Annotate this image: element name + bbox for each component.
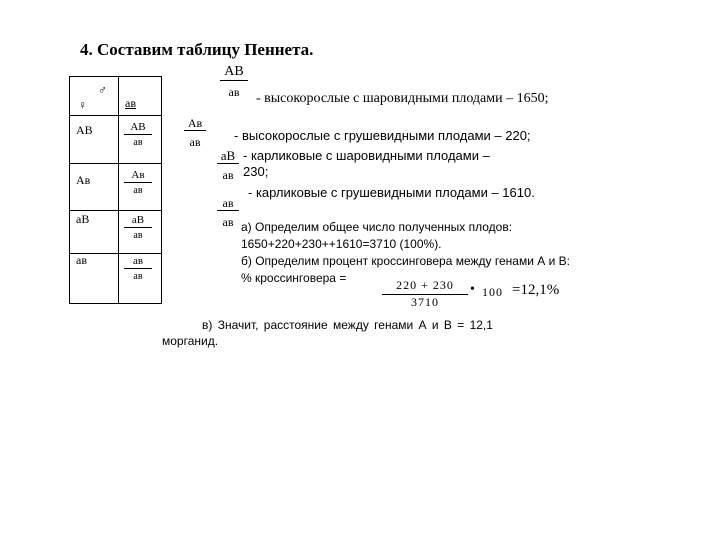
table-row <box>70 253 161 303</box>
genotype-description-3-line1: - карликовые с шаровидными плодами – <box>243 148 490 163</box>
page-title: 4. Составим таблицу Пеннета. <box>80 40 314 59</box>
row-genotype: ав ав <box>124 255 152 284</box>
genotype-fraction-4: ав ав <box>217 196 239 233</box>
step-b-line1: б) Определим процент кроссинговера между генами А и В: <box>241 254 570 268</box>
table-row <box>70 115 161 164</box>
step-a-line1: а) Определим общее число полученных плодов: <box>241 220 513 234</box>
female-symbol: ♀ <box>78 98 87 112</box>
genotype-description-2: - высокорослые с грушевидными плодами – 220; <box>234 128 531 143</box>
genotype-fraction-3: аВ ав <box>217 148 239 186</box>
multiply-dot: • <box>470 282 475 297</box>
step-b-line2: % кроссинговера = <box>241 271 347 285</box>
genotype-description-4: - карликовые с грушевидными плодами – 1610. <box>248 185 535 200</box>
genotype-fraction-2: Ав ав <box>184 116 206 153</box>
conclusion-line1: в) Значит, расстояние между генами А и В = 12,1 <box>202 318 493 332</box>
row-gamete: АВ <box>76 123 93 137</box>
genotype-description-3-line2: 230; <box>243 164 269 179</box>
table-row <box>70 163 161 211</box>
conclusion-line2: морганид. <box>162 334 219 348</box>
punnett-table <box>69 76 162 304</box>
step-a-line2: 1650+220+230++1610=3710 (100%). <box>241 237 442 251</box>
formula-multiplier: 100 <box>482 285 503 299</box>
table-row <box>70 210 161 254</box>
row-genotype: Ав ав <box>124 169 152 198</box>
table-header-row <box>70 77 161 116</box>
male-symbol: ♂ <box>98 83 107 97</box>
row-gamete: аВ <box>76 212 90 226</box>
crossover-formula-fraction: $\frac{220 + 230}{3710}$ <box>382 278 468 310</box>
row-genotype: АВ ав <box>124 121 152 150</box>
genotype-fraction-1: АВ ав <box>220 64 248 103</box>
header-gamete: ав <box>125 96 136 110</box>
genotype-description-1: - высокорослые с шаровидными плодами – 1650; <box>256 91 549 106</box>
row-gamete: ав <box>76 253 87 267</box>
row-genotype: аВ ав <box>124 214 152 243</box>
row-gamete: Ав <box>76 173 91 187</box>
formula-result: =12,1% <box>512 282 560 298</box>
